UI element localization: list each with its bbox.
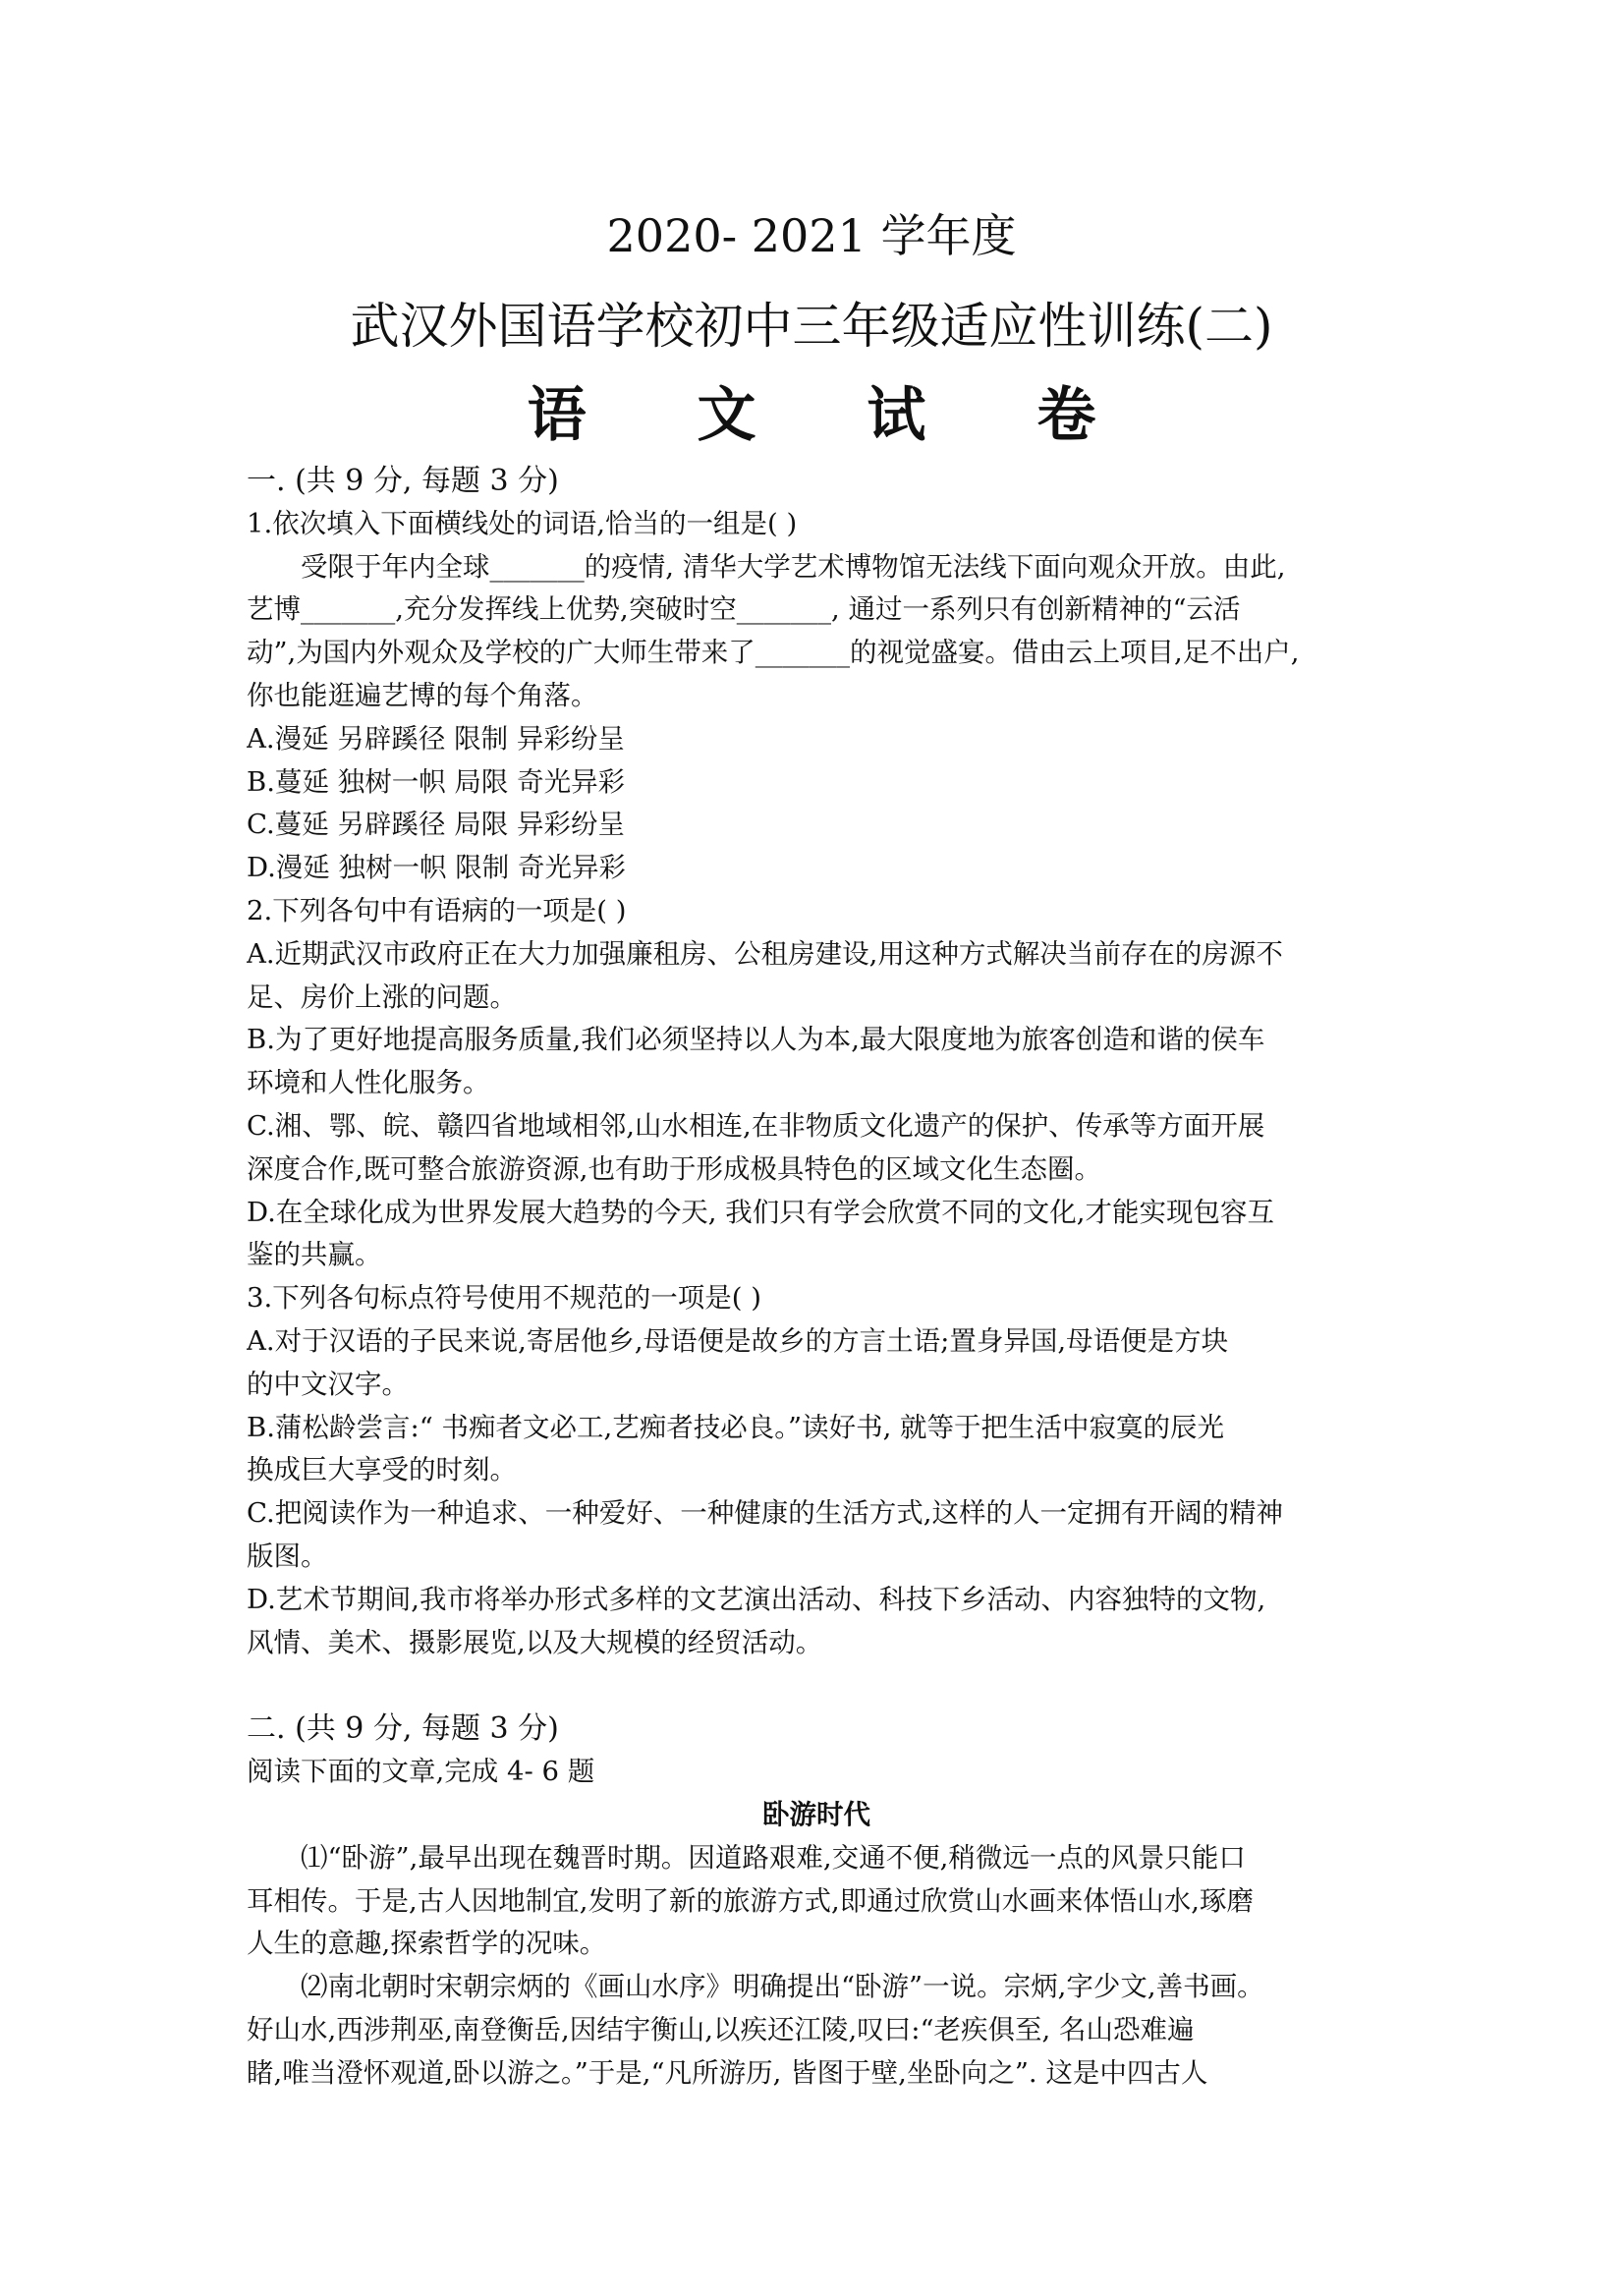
question-1-passage-line: 你也能逛遍艺博的每个角落。	[247, 679, 598, 711]
paragraph-2-line: ⑵南北朝时宋朝宗炳的《画山水序》明确提出“卧游”一说。宗炳,字少文,善书画。	[301, 1971, 1264, 2003]
question-2-line: B.为了更好地提高服务质量,我们必须坚持以人为本,最大限度地为旅客创造和谐的侯车	[247, 1024, 1265, 1056]
question-2-stem: 2.下列各句中有语病的一项是( )	[247, 894, 627, 926]
question-3-line: B.蒲松龄尝言:“ 书痴者文必工,艺痴者技必良。”读好书, 就等于把生活中寂寞的辰光	[247, 1411, 1225, 1443]
question-2-line: A.近期武汉市政府正在大力加强廉租房、公租房建设,用这种方式解决当前存在的房源不	[247, 937, 1283, 970]
question-1-option-b: B.蔓延 独树一帜 局限 奇光异彩	[247, 765, 626, 798]
question-1-stem: 1.依次填入下面横线处的词语,恰当的一组是( )	[247, 507, 798, 539]
paragraph-1-line: 耳相传。于是,古人因地制宜,发明了新的旅游方式,即通过欣赏山水画来体悟山水,琢磨	[247, 1884, 1254, 1917]
question-3-line: 版图。	[247, 1540, 328, 1572]
question-3-line: D.艺术节期间,我市将举办形式多样的文艺演出活动、科技下乡活动、内容独特的文物,	[247, 1583, 1266, 1615]
academic-year-title: 2020- 2021 学年度	[606, 209, 1017, 262]
paragraph-1-line: ⑴“卧游”,最早出现在魏晋时期。因道路艰难,交通不便,稍微远一点的风景只能口	[301, 1841, 1246, 1874]
question-1-passage-line: 受限于年内全球_______的疫情, 清华大学艺术博物馆无法线下面向观众开放。由此,	[301, 550, 1286, 583]
question-3-stem: 3.下列各句标点符号使用不规范的一项是( )	[247, 1282, 761, 1315]
question-2-line: 深度合作,既可整合旅游资源,也有助于形成极具特色的区域文化生态圈。	[247, 1152, 1101, 1185]
question-3-line: 的中文汉字。	[247, 1368, 409, 1400]
paragraph-2-line: 睹,唯当澄怀观道,卧以游之。”于是,“凡所游历, 皆图于壁,坐卧向之”. 这是中四古人	[247, 2056, 1208, 2089]
article-title: 卧游时代	[762, 1798, 870, 1830]
exam-body	[247, 460, 1386, 2095]
question-2-line: D.在全球化成为世界发展大趋势的今天, 我们只有学会欣赏不同的文化,才能实现包容互	[247, 1196, 1275, 1228]
question-3-line: A.对于汉语的子民来说,寄居他乡,母语便是故乡的方言土语;置身异国,母语便是方块	[247, 1324, 1229, 1357]
paragraph-2-line: 好山水,西涉荆巫,南登衡岳,因结宇衡山,以疾还江陵,叹曰:“老疾俱至, 名山恐难遍	[247, 2013, 1195, 2045]
section-1-heading: 一. (共 9 分, 每题 3 分)	[247, 464, 559, 498]
question-1-option-c: C.蔓延 另辟蹊径 局限 异彩纷呈	[247, 809, 626, 841]
question-3-line: 风情、美术、摄影展览,以及大规模的经贸活动。	[247, 1626, 823, 1658]
question-2-line: C.湘、鄂、皖、赣四省地域相邻,山水相连,在非物质文化遗产的保护、传承等方面开展	[247, 1109, 1265, 1142]
question-1-passage-line: 艺博_______,充分发挥线上优势,突破时空_______, 通过一系列只有创新精神的“云活	[247, 593, 1241, 626]
question-1-option-a: A.漫延 另辟蹊径 限制 异彩纷呈	[247, 722, 625, 755]
section-2-heading: 二. (共 9 分, 每题 3 分)	[247, 1711, 559, 1747]
question-2-line: 环境和人性化服务。	[247, 1067, 490, 1099]
school-title: 武汉外国语学校初中三年级适应性训练(二)	[350, 298, 1273, 355]
question-1-passage-line: 动”,为国内外观众及学校的广大师生带来了_______的视觉盛宴。借由云上项目,足不出户,	[247, 637, 1300, 669]
section-2-instruction: 阅读下面的文章,完成 4- 6 题	[247, 1756, 595, 1788]
question-3-line: 换成巨大享受的时刻。	[247, 1454, 517, 1486]
question-2-line: 鉴的共赢。	[247, 1239, 382, 1271]
paragraph-1-line: 人生的意趣,探索哲学的况味。	[247, 1928, 607, 1960]
question-2-line: 足、房价上涨的问题。	[247, 980, 517, 1013]
question-3-line: C.把阅读作为一种追求、一种爱好、一种健康的生活方式,这样的人一定拥有开阔的精神	[247, 1497, 1284, 1530]
section-spacer	[247, 1664, 1386, 1708]
question-1-option-d: D.漫延 独树一帜 限制 奇光异彩	[247, 852, 627, 884]
subject-title: 语 文 试 卷	[527, 381, 1142, 450]
